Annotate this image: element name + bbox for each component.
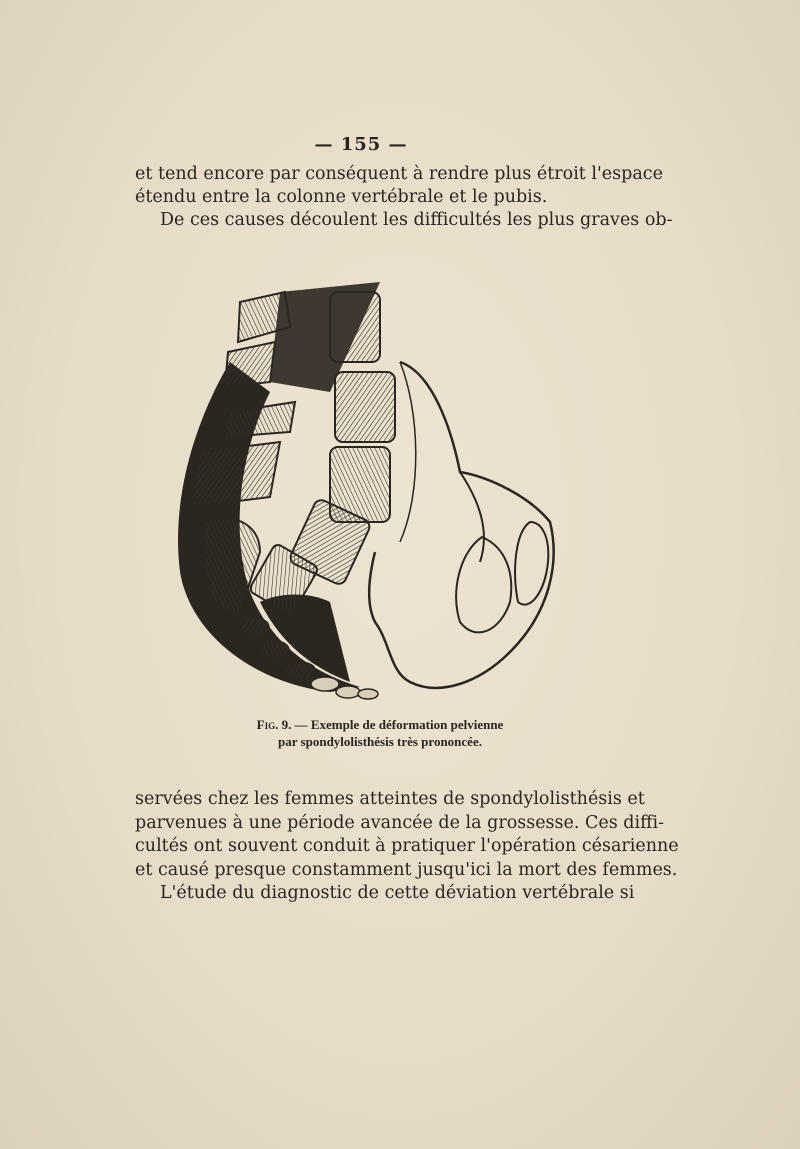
figure-caption-line-2: par spondylolisthésis très prononcée. — [278, 734, 482, 749]
text-line: et tend encore par conséquent à rendre plus étroit l'espace — [135, 164, 663, 184]
figure-pelvis-illustration — [160, 272, 580, 702]
text-line: cultés ont souvent conduit à pratiquer l'opération césarienne — [135, 836, 679, 856]
pelvis-engraving — [160, 272, 580, 702]
page-number: — 155 — — [314, 134, 408, 155]
text-line: étendu entre la colonne vertébrale et le pubis. — [135, 187, 548, 207]
caption-text: — Exemple de déformation pelvienne — [294, 717, 504, 732]
text-line: L'étude du diagnostic de cette déviation vertébrale si — [160, 883, 635, 903]
text-line: et causé presque constamment jusqu'ici la mort des femmes. — [135, 859, 678, 880]
paragraph-2 — [135, 209, 673, 232]
paragraph-3 — [135, 788, 679, 882]
figure-caption-line-1 — [150, 716, 610, 733]
text-line: parvenues à une période avancée de la grossesse. Ces diffi- — [135, 812, 665, 833]
paragraph-4 — [135, 882, 635, 905]
paragraph-1 — [135, 163, 663, 209]
text-line: servées chez les femmes atteintes de spondylolisthésis et — [135, 789, 645, 809]
text-line: De ces causes découlent les difficultés les plus graves ob- — [160, 210, 673, 230]
figure-label: Fig. 9. — [256, 717, 292, 732]
